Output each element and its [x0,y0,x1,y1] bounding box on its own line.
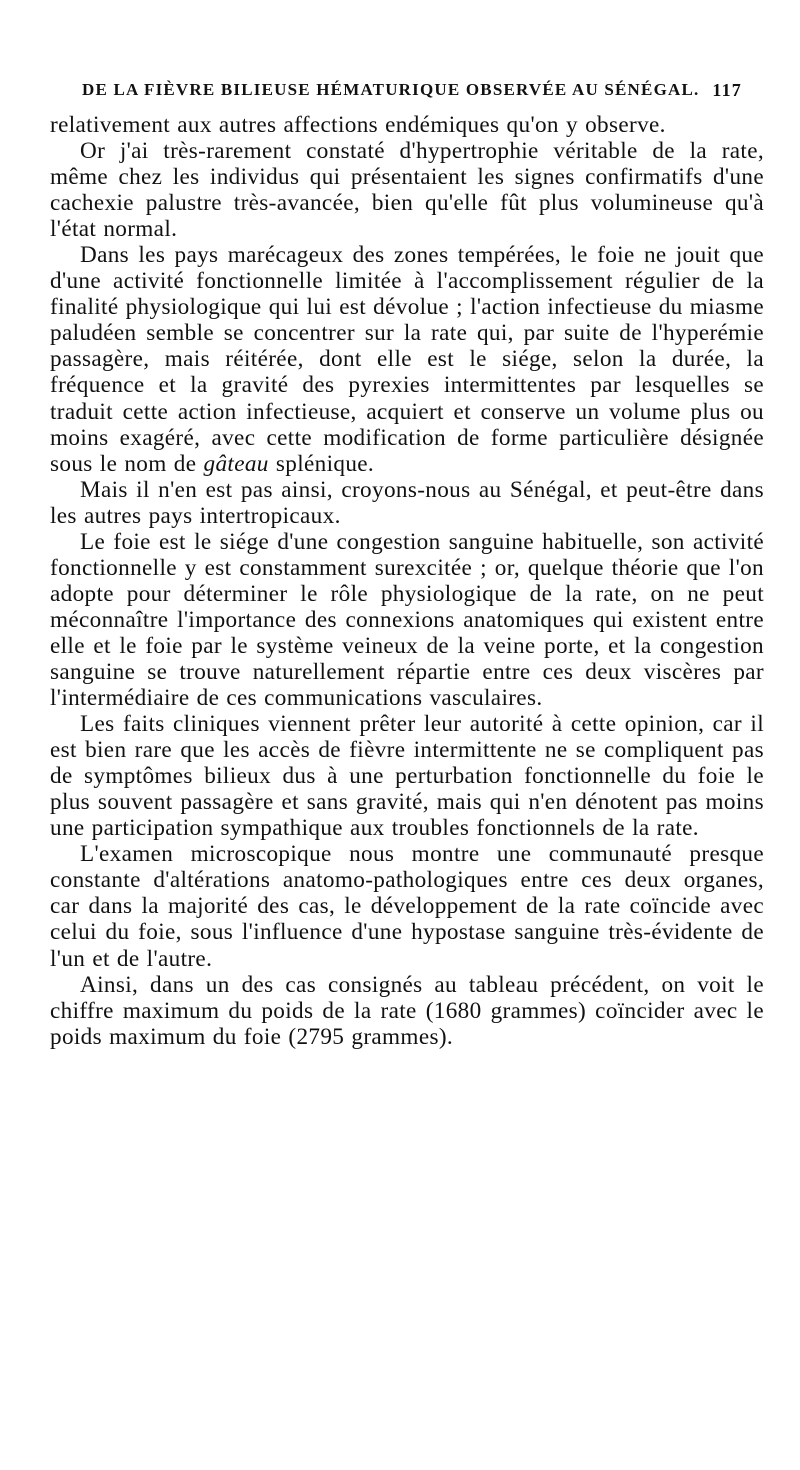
page-number: 117 [712,80,742,100]
italic-term: gâteau [203,450,269,477]
paragraph-marshlands-end: splénique. [275,450,375,477]
paragraph-microscopic-exam: L'examen microscopique nous montre une communauté presque constante d'altérations anatomo-pathologiques entre ces deux organes, car dans la majorité des cas, le développement de la rate coïncide avec celui du foie, sous l'influence d'une hypostase sanguine très-évidente de l'un et de l'autre. [50,841,764,972]
paragraph-marshlands-text: Dans les pays marécageux des zones tempérées, le foie ne jouit que d'une activité fonctionnelle limitée à l'accomplissement régulier de la finalité physiologique qui lui est dévolue ; l'action infectieuse du miasme paludéen semble se concentrer sur la rate qui, par suite de l'hyperémie passagère, mais réitérée, dont elle est le siége, selon la durée, la fréquence et la gravité des pyrexies intermittentes par lesquelles se traduit cette action infectieuse, acquiert et conserve un volume plus ou moins exagéré, avec cette modification de forme particulière désignée sous le nom de [50,242,764,477]
paragraph-example-case: Ainsi, dans un des cas consignés au tableau précédent, on voit le chiffre maximum du poids de la rate (1680 grammes) coïncider avec le poids maximum du foie (2795 grammes). [50,971,764,1050]
running-title: DE LA FIÈVRE BILIEUSE HÉMATURIQUE OBSERVÉE AU SÉNÉGAL. [82,80,700,99]
paragraph-clinical-facts: Les faits cliniques viennent prêter leur autorité à cette opinion, car il est bien rare que les accès de fièvre intermittente ne se compliquent pas de symptômes bilieux dus à une perturbation fonctionnelle du foie le plus souvent passagère et sans gravité, mais qui n'en dénotent pas moins une participation sympathique aux troubles fonctionnels de la rate. [50,711,764,842]
body-text [50,112,764,1050]
running-head [82,80,742,108]
paragraph-marshlands [50,242,764,476]
paragraph-hypertrophy: Or j'ai très-rarement constaté d'hypertrophie véritable de la rate, même chez les individus qui présentaient les signes confirmatifs d'une cachexie palustre très-avancée, bien qu'elle fût plus volumineuse qu'à l'état normal. [50,138,764,243]
paragraph-liver-congestion: Le foie est le siége d'une congestion sanguine habituelle, son activité fonctionnelle y est constamment surexcitée ; or, quelque théorie que l'on adopte pour déterminer le rôle physiologique de la rate, on ne peut méconnaître l'importance des connexions anatomiques qui existent entre elle et le foie par le système veineux de la veine porte, et la congestion sanguine se trouve naturellement répartie entre ces deux viscères par l'intermédiaire de ces communications vasculaires. [50,528,764,712]
paragraph-continuation: relativement aux autres affections endémiques qu'on y observe. [50,112,666,138]
paragraph-senegal: Mais il n'en est pas ainsi, croyons-nous au Sénégal, et peut-être dans les autres pays intertropicaux. [50,476,764,529]
